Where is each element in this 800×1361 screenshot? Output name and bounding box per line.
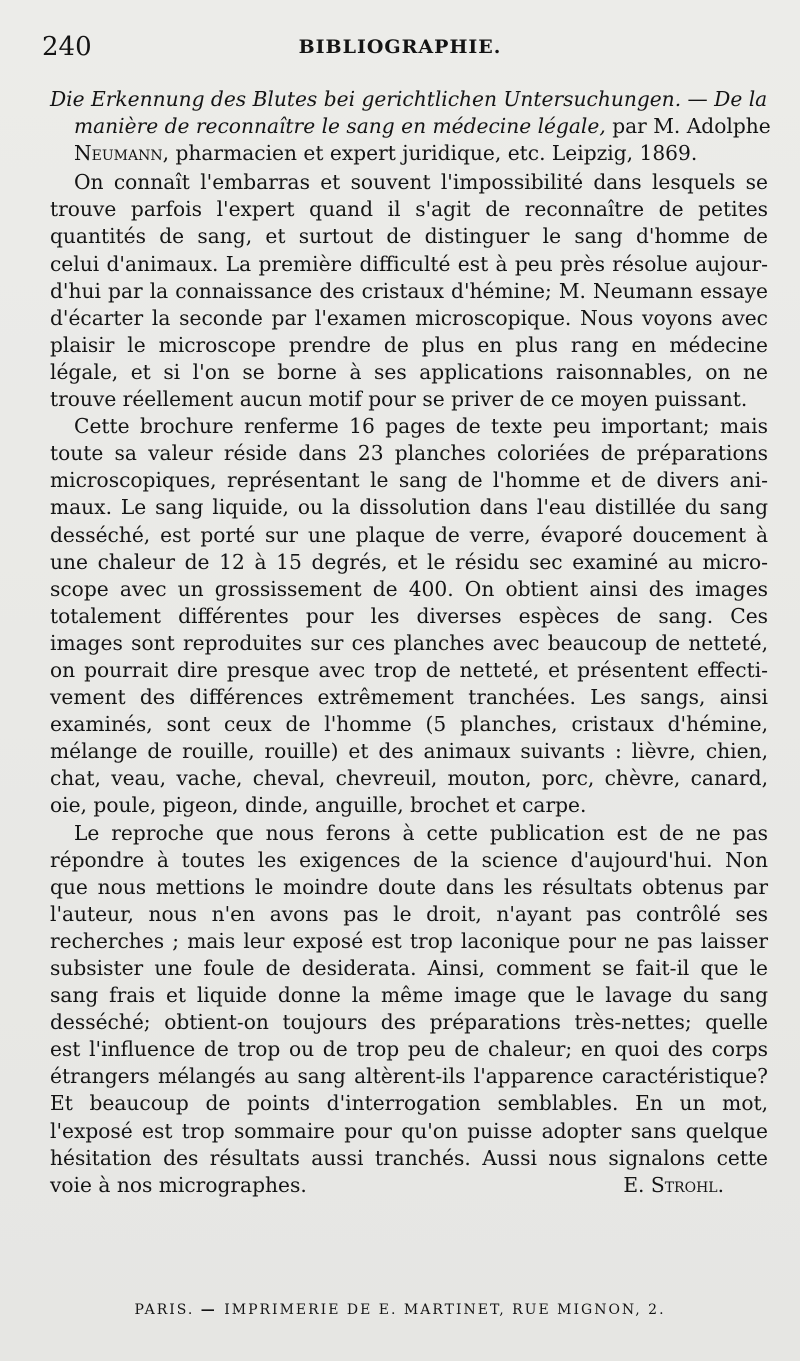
text-line: celui d'animaux. La première difficulté est à peu près résolue aujour-: [50, 251, 768, 276]
text-line: répondre à toutes les exigences de la science d'aujourd'hui. Non: [50, 847, 768, 872]
text-line: est l'influence de trop ou de trop peu de chaleur; en quoi des corps: [50, 1037, 768, 1062]
page-header: [0, 32, 800, 66]
text-line: desséché, est porté sur une plaque de verre, évaporé doucement à: [50, 522, 768, 547]
paragraph: [50, 820, 768, 1172]
french-title-end: manière de reconnaître le sang en médecine légale,: [74, 114, 606, 139]
text-line: oie, poule, pigeon, dinde, anguille, brochet et carpe.: [50, 793, 587, 818]
text-line: une chaleur de 12 à 15 degrés, et le résidu sec examiné au micro-: [50, 549, 768, 574]
running-head: BIBLIOGRAPHIE.: [298, 36, 502, 58]
closing-text: voie à nos micrographes.: [50, 1172, 307, 1197]
text-line: mélange de rouille, rouille) et des animaux suivants : lièvre, chien,: [50, 739, 768, 764]
text-line: Le reproche que nous ferons à cette publication est de ne pas: [74, 820, 768, 845]
text-line: On connaît l'embarras et souvent l'impossibilité dans lesquels se: [74, 170, 768, 195]
paragraph: [50, 413, 768, 819]
text-line: trouve parfois l'expert quand il s'agit de reconnaître de petites: [50, 197, 768, 222]
text-line: examinés, sont ceux de l'homme (5 planches, cristaux d'hémine,: [50, 712, 768, 737]
text-line: étrangers mélangés au sang altèrent-ils l'apparence caractéristique?: [50, 1064, 768, 1089]
text-line: d'hui par la connaissance des cristaux d'hémine; M. Neumann essaye: [50, 278, 768, 303]
page-number: 240: [42, 32, 92, 62]
text-line: l'exposé est trop sommaire pour qu'on puisse adopter sans quelque: [50, 1118, 768, 1143]
text-line: sang frais et liquide donne la même image que le lavage du sang: [50, 983, 768, 1008]
text-line: images sont reproduites sur ces planches avec beaucoup de netteté,: [50, 630, 768, 655]
text-line: Et beaucoup de points d'interrogation semblables. En un mot,: [50, 1091, 768, 1116]
text-line: on pourrait dire presque avec trop de netteté, et présentent effecti-: [50, 657, 768, 682]
german-title: Die Erkennung des Blutes bei gerichtlichen Untersuchungen.: [50, 87, 682, 111]
review-text: [50, 169, 768, 1171]
french-title-start: De la: [714, 87, 768, 111]
page-body: [50, 86, 771, 1199]
text-line: maux. Le sang liquide, ou la dissolution dans l'eau distillée du sang: [50, 495, 768, 520]
imprint-text: IMPRIMERIE DE E. MARTINET, RUE MIGNON, 2.: [224, 1302, 666, 1318]
printer-imprint: [0, 1302, 800, 1318]
text-line: scope avec un grossissement de 400. On obtient ainsi des images: [50, 576, 768, 601]
text-line: totalement différentes pour les diverses espèces de sang. Ces: [50, 603, 768, 628]
signature: E. Strohl.: [623, 1172, 724, 1197]
title-dash: —: [687, 87, 708, 111]
text-line: recherches ; mais leur exposé est trop laconique pour ne pas laisser: [50, 928, 768, 953]
text-line: chat, veau, vache, cheval, chevreuil, mouton, porc, chèvre, canard,: [50, 766, 768, 791]
text-line: légale, et si l'on se borne à ses applications raisonnables, on ne: [50, 359, 768, 384]
text-line: trouve réellement aucun motif pour se priver de ce moyen puissant.: [50, 387, 748, 412]
signature-name: Strohl.: [650, 1172, 724, 1197]
paragraph: [50, 169, 768, 413]
review-heading: [50, 86, 771, 167]
text-line: l'auteur, nous n'en avons pas le droit, n'ayant pas contrôlé ses: [50, 901, 768, 926]
text-line: que nous mettions le moindre doute dans les résultats obtenus par: [50, 874, 768, 899]
text-line: quantités de sang, et surtout de distinguer le sang d'homme de: [50, 224, 768, 249]
text-line: hésitation des résultats aussi tranchés. Aussi nous signalons cette: [50, 1145, 768, 1170]
imprint-city: PARIS.: [134, 1302, 195, 1318]
text-line: Cette brochure renferme 16 pages de texte peu important; mais: [74, 414, 768, 439]
author-name: Neumann: [74, 141, 163, 166]
closing-line: [50, 1172, 768, 1199]
author-prefix: par M. Adolphe: [612, 114, 771, 139]
text-line: plaisir le microscope prendre de plus en plus rang en médecine: [50, 332, 768, 357]
text-line: toute sa valeur réside dans 23 planches coloriées de préparations: [50, 441, 768, 466]
text-line: desséché; obtient-on toujours des préparations très-nettes; quelle: [50, 1010, 768, 1035]
imprint-dash: —: [200, 1302, 218, 1318]
text-line: microscopiques, représentant le sang de l'homme et de divers ani-: [50, 468, 768, 493]
text-line: d'écarter la seconde par l'examen microscopique. Nous voyons avec: [50, 305, 768, 330]
author-details: , pharmacien et expert juridique, etc. Leipzig, 1869.: [162, 141, 698, 166]
text-line: subsister une foule de desiderata. Ainsi, comment se fait-il que le: [50, 956, 768, 980]
text-line: vement des différences extrêmement tranchées. Les sangs, ainsi: [50, 685, 768, 710]
